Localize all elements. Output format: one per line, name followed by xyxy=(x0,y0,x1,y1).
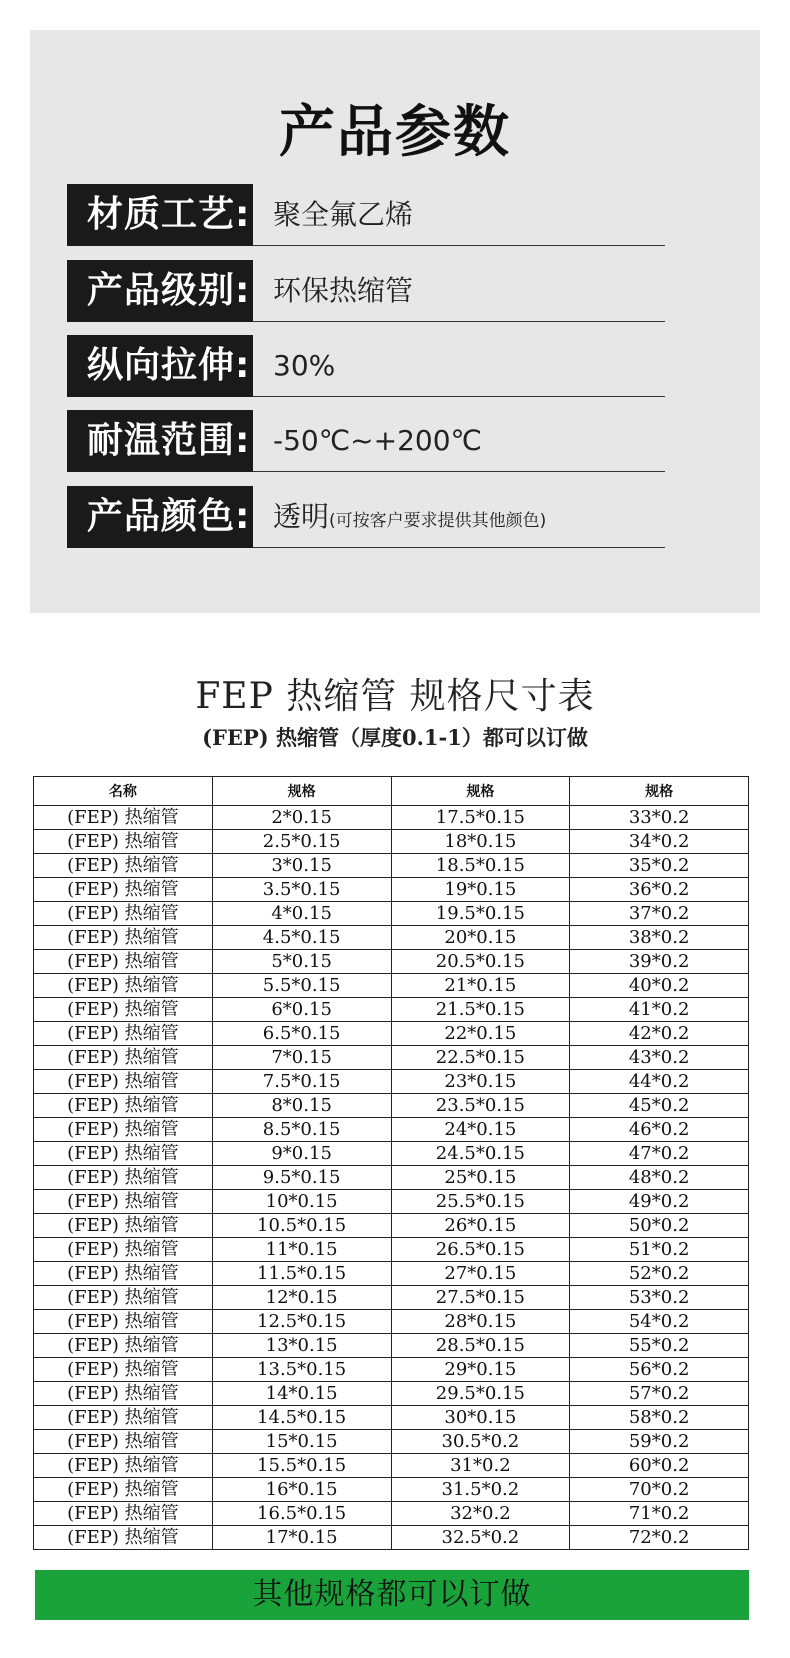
cell-spec: 50*0.2 xyxy=(570,1214,749,1238)
cell-spec: 30.5*0.2 xyxy=(391,1430,570,1454)
cell-spec: 42*0.2 xyxy=(570,1022,749,1046)
cell-spec: 8*0.15 xyxy=(212,1094,391,1118)
cell-spec: 13*0.15 xyxy=(212,1334,391,1358)
cell-spec: 24.5*0.15 xyxy=(391,1142,570,1166)
param-row-material xyxy=(67,184,665,246)
product-params-panel xyxy=(30,30,760,613)
cell-spec: 37*0.2 xyxy=(570,902,749,926)
table-row xyxy=(34,1214,749,1238)
cell-spec: 29.5*0.15 xyxy=(391,1382,570,1406)
column-header-name: 名称 xyxy=(34,777,213,806)
cell-spec: 41*0.2 xyxy=(570,998,749,1022)
table-row xyxy=(34,950,749,974)
table-row xyxy=(34,1406,749,1430)
table-row xyxy=(34,1286,749,1310)
spec-table-body xyxy=(34,806,749,1550)
cell-name: (FEP) 热缩管 xyxy=(34,1310,213,1334)
cell-spec: 16*0.15 xyxy=(212,1478,391,1502)
table-row xyxy=(34,1310,749,1334)
column-header-spec: 规格 xyxy=(391,777,570,806)
table-row xyxy=(34,1022,749,1046)
table-row xyxy=(34,830,749,854)
cell-spec: 23*0.15 xyxy=(391,1070,570,1094)
spec-table xyxy=(33,776,749,1550)
cell-spec: 5*0.15 xyxy=(212,950,391,974)
cell-name: (FEP) 热缩管 xyxy=(34,1238,213,1262)
cell-spec: 45*0.2 xyxy=(570,1094,749,1118)
spec-table-title: FEP 热缩管 规格尺寸表 xyxy=(195,676,595,717)
cell-spec: 6*0.15 xyxy=(212,998,391,1022)
param-value xyxy=(253,260,665,322)
table-row xyxy=(34,1358,749,1382)
cell-spec: 48*0.2 xyxy=(570,1166,749,1190)
cell-spec: 24*0.15 xyxy=(391,1118,570,1142)
cell-spec: 7.5*0.15 xyxy=(212,1070,391,1094)
param-label: 产品级别: xyxy=(67,260,253,322)
cell-name: (FEP) 热缩管 xyxy=(34,830,213,854)
cell-name: (FEP) 热缩管 xyxy=(34,1454,213,1478)
cell-spec: 58*0.2 xyxy=(570,1406,749,1430)
param-label: 材质工艺: xyxy=(67,184,253,246)
cell-spec: 55*0.2 xyxy=(570,1334,749,1358)
table-row xyxy=(34,1502,749,1526)
cell-spec: 40*0.2 xyxy=(570,974,749,998)
table-row xyxy=(34,1070,749,1094)
cell-spec: 46*0.2 xyxy=(570,1118,749,1142)
cell-spec: 20.5*0.15 xyxy=(391,950,570,974)
cell-spec: 20*0.15 xyxy=(391,926,570,950)
cell-name: (FEP) 热缩管 xyxy=(34,974,213,998)
cell-spec: 18.5*0.15 xyxy=(391,854,570,878)
cell-spec: 10.5*0.15 xyxy=(212,1214,391,1238)
table-row xyxy=(34,1094,749,1118)
param-row-grade xyxy=(67,260,665,322)
cell-spec: 21.5*0.15 xyxy=(391,998,570,1022)
cell-spec: 16.5*0.15 xyxy=(212,1502,391,1526)
cell-spec: 15*0.15 xyxy=(212,1430,391,1454)
cell-spec: 70*0.2 xyxy=(570,1478,749,1502)
cell-spec: 18*0.15 xyxy=(391,830,570,854)
cell-spec: 25.5*0.15 xyxy=(391,1190,570,1214)
cell-spec: 47*0.2 xyxy=(570,1142,749,1166)
cell-spec: 36*0.2 xyxy=(570,878,749,902)
table-row xyxy=(34,1166,749,1190)
cell-spec: 4.5*0.15 xyxy=(212,926,391,950)
cell-spec: 25*0.15 xyxy=(391,1166,570,1190)
cell-name: (FEP) 热缩管 xyxy=(34,1430,213,1454)
table-row xyxy=(34,1334,749,1358)
cell-spec: 29*0.15 xyxy=(391,1358,570,1382)
cell-spec: 35*0.2 xyxy=(570,854,749,878)
param-value-text: 聚全氟乙烯 xyxy=(273,198,414,231)
param-value-note: (可按客户要求提供其他颜色) xyxy=(329,511,547,531)
table-row xyxy=(34,998,749,1022)
cell-spec: 7*0.15 xyxy=(212,1046,391,1070)
cell-spec: 30*0.15 xyxy=(391,1406,570,1430)
cell-spec: 52*0.2 xyxy=(570,1262,749,1286)
table-header-row xyxy=(34,777,749,806)
cell-name: (FEP) 热缩管 xyxy=(34,1022,213,1046)
param-value-text: 透明 xyxy=(273,500,330,533)
cell-spec: 27*0.15 xyxy=(391,1262,570,1286)
cell-name: (FEP) 热缩管 xyxy=(34,1046,213,1070)
table-row xyxy=(34,1478,749,1502)
cell-name: (FEP) 热缩管 xyxy=(34,854,213,878)
cell-spec: 5.5*0.15 xyxy=(212,974,391,998)
cell-spec: 34*0.2 xyxy=(570,830,749,854)
cell-spec: 38*0.2 xyxy=(570,926,749,950)
table-row xyxy=(34,974,749,998)
table-row xyxy=(34,806,749,830)
param-value-text: 环保热缩管 xyxy=(273,274,414,307)
table-row xyxy=(34,854,749,878)
custom-order-banner: 其他规格都可以订做 xyxy=(35,1570,749,1620)
cell-name: (FEP) 热缩管 xyxy=(34,1118,213,1142)
cell-spec: 71*0.2 xyxy=(570,1502,749,1526)
table-row xyxy=(34,878,749,902)
table-row xyxy=(34,1430,749,1454)
cell-name: (FEP) 热缩管 xyxy=(34,902,213,926)
param-value-text: -50℃~+200℃ xyxy=(273,424,482,457)
cell-spec: 19.5*0.15 xyxy=(391,902,570,926)
spec-table-subtitle: (FEP) 热缩管（厚度0.1-1）都可以订做 xyxy=(202,725,588,750)
column-header-spec: 规格 xyxy=(570,777,749,806)
cell-spec: 12*0.15 xyxy=(212,1286,391,1310)
cell-spec: 22*0.15 xyxy=(391,1022,570,1046)
cell-spec: 4*0.15 xyxy=(212,902,391,926)
cell-spec: 3*0.15 xyxy=(212,854,391,878)
cell-spec: 11*0.15 xyxy=(212,1238,391,1262)
cell-spec: 57*0.2 xyxy=(570,1382,749,1406)
cell-spec: 53*0.2 xyxy=(570,1286,749,1310)
cell-spec: 2*0.15 xyxy=(212,806,391,830)
table-row xyxy=(34,926,749,950)
table-row xyxy=(34,1382,749,1406)
cell-spec: 14*0.15 xyxy=(212,1382,391,1406)
cell-spec: 23.5*0.15 xyxy=(391,1094,570,1118)
table-row xyxy=(34,1454,749,1478)
cell-spec: 15.5*0.15 xyxy=(212,1454,391,1478)
cell-spec: 26.5*0.15 xyxy=(391,1238,570,1262)
cell-spec: 6.5*0.15 xyxy=(212,1022,391,1046)
cell-spec: 28.5*0.15 xyxy=(391,1334,570,1358)
param-value-text: 30% xyxy=(273,349,336,382)
cell-spec: 31*0.2 xyxy=(391,1454,570,1478)
cell-spec: 51*0.2 xyxy=(570,1238,749,1262)
table-row xyxy=(34,1118,749,1142)
cell-name: (FEP) 热缩管 xyxy=(34,1526,213,1550)
cell-name: (FEP) 热缩管 xyxy=(34,1478,213,1502)
cell-name: (FEP) 热缩管 xyxy=(34,1166,213,1190)
cell-spec: 56*0.2 xyxy=(570,1358,749,1382)
cell-name: (FEP) 热缩管 xyxy=(34,1190,213,1214)
cell-spec: 33*0.2 xyxy=(570,806,749,830)
cell-name: (FEP) 热缩管 xyxy=(34,1214,213,1238)
cell-name: (FEP) 热缩管 xyxy=(34,1070,213,1094)
cell-spec: 12.5*0.15 xyxy=(212,1310,391,1334)
cell-spec: 60*0.2 xyxy=(570,1454,749,1478)
cell-name: (FEP) 热缩管 xyxy=(34,1286,213,1310)
cell-spec: 14.5*0.15 xyxy=(212,1406,391,1430)
cell-name: (FEP) 热缩管 xyxy=(34,926,213,950)
param-label: 纵向拉伸: xyxy=(67,335,253,397)
cell-spec: 2.5*0.15 xyxy=(212,830,391,854)
params-title: 产品参数 xyxy=(279,100,511,165)
cell-spec: 49*0.2 xyxy=(570,1190,749,1214)
param-value xyxy=(253,335,665,397)
table-row xyxy=(34,902,749,926)
table-row xyxy=(34,1190,749,1214)
cell-spec: 17*0.15 xyxy=(212,1526,391,1550)
cell-spec: 54*0.2 xyxy=(570,1310,749,1334)
cell-name: (FEP) 热缩管 xyxy=(34,1358,213,1382)
cell-spec: 21*0.15 xyxy=(391,974,570,998)
param-value xyxy=(253,486,665,548)
cell-spec: 11.5*0.15 xyxy=(212,1262,391,1286)
cell-spec: 39*0.2 xyxy=(570,950,749,974)
table-row xyxy=(34,1046,749,1070)
cell-name: (FEP) 热缩管 xyxy=(34,1382,213,1406)
param-row-temperature xyxy=(67,410,665,472)
cell-spec: 3.5*0.15 xyxy=(212,878,391,902)
cell-spec: 17.5*0.15 xyxy=(391,806,570,830)
cell-spec: 44*0.2 xyxy=(570,1070,749,1094)
cell-spec: 43*0.2 xyxy=(570,1046,749,1070)
cell-spec: 22.5*0.15 xyxy=(391,1046,570,1070)
table-row xyxy=(34,1526,749,1550)
cell-spec: 72*0.2 xyxy=(570,1526,749,1550)
table-row xyxy=(34,1142,749,1166)
param-value xyxy=(253,410,665,472)
cell-spec: 26*0.15 xyxy=(391,1214,570,1238)
cell-name: (FEP) 热缩管 xyxy=(34,878,213,902)
cell-name: (FEP) 热缩管 xyxy=(34,1142,213,1166)
cell-spec: 10*0.15 xyxy=(212,1190,391,1214)
cell-name: (FEP) 热缩管 xyxy=(34,1334,213,1358)
cell-name: (FEP) 热缩管 xyxy=(34,998,213,1022)
cell-spec: 28*0.15 xyxy=(391,1310,570,1334)
cell-spec: 9.5*0.15 xyxy=(212,1166,391,1190)
column-header-spec: 规格 xyxy=(212,777,391,806)
cell-spec: 19*0.15 xyxy=(391,878,570,902)
cell-spec: 59*0.2 xyxy=(570,1430,749,1454)
param-label: 产品颜色: xyxy=(67,486,253,548)
cell-spec: 13.5*0.15 xyxy=(212,1358,391,1382)
cell-spec: 9*0.15 xyxy=(212,1142,391,1166)
param-value xyxy=(253,184,665,246)
param-label: 耐温范围: xyxy=(67,410,253,472)
param-row-stretch xyxy=(67,335,665,397)
cell-name: (FEP) 热缩管 xyxy=(34,950,213,974)
cell-name: (FEP) 热缩管 xyxy=(34,806,213,830)
cell-spec: 32*0.2 xyxy=(391,1502,570,1526)
cell-name: (FEP) 热缩管 xyxy=(34,1502,213,1526)
cell-spec: 32.5*0.2 xyxy=(391,1526,570,1550)
table-row xyxy=(34,1262,749,1286)
cell-name: (FEP) 热缩管 xyxy=(34,1262,213,1286)
cell-name: (FEP) 热缩管 xyxy=(34,1094,213,1118)
cell-spec: 8.5*0.15 xyxy=(212,1118,391,1142)
cell-spec: 27.5*0.15 xyxy=(391,1286,570,1310)
table-row xyxy=(34,1238,749,1262)
param-row-color xyxy=(67,486,665,548)
cell-spec: 31.5*0.2 xyxy=(391,1478,570,1502)
cell-name: (FEP) 热缩管 xyxy=(34,1406,213,1430)
